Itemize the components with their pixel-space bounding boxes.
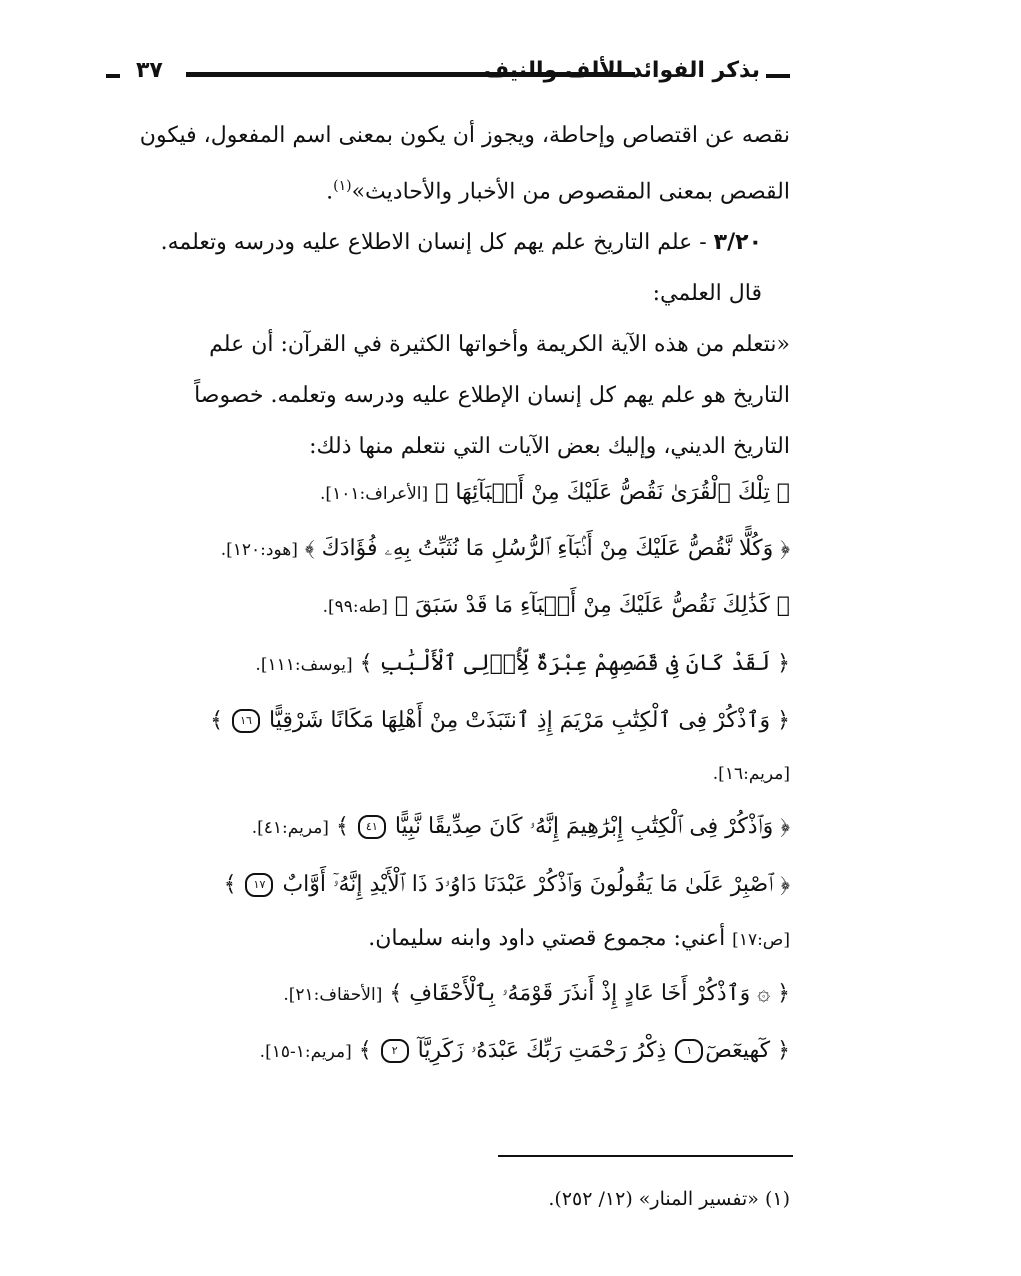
verse-reference: [الأعراف:١٠١]. — [320, 484, 429, 504]
footnote-reference[interactable]: (١) — [333, 178, 352, 194]
quote-line: التاريخ الديني، وإليك بعض الآيات التي نتعلم منها ذلك: — [309, 434, 790, 460]
verse-reference: [هود:١٢٠]. — [220, 540, 298, 560]
verse-line — [100, 749, 790, 797]
closing-bracket: ﴾ — [223, 872, 237, 897]
verse-list — [100, 465, 790, 1079]
verse-reference: [الأحقاف:٢١]. — [283, 985, 383, 1005]
verse-line — [100, 577, 790, 635]
quote-line: التاريخ هو علم يهم كل إنسان الإطلاع عليه ودرسه وتعلمه. خصوصاً — [194, 383, 790, 409]
verse-text: ﴿ وَكُلًّا نَّقُصُّ عَلَيْكَ مِنْ أَنۢبَآءِ ٱلرُّسُلِ مَا نُثَبِّتُ بِهِۦ فُؤَادَكَ ﴾ — [304, 536, 790, 561]
verse-reference: [ص:١٧] — [732, 930, 790, 950]
verse-text: ﴿ ٱصْبِرْ عَلَىٰ مَا يَقُولُونَ وَٱذْكُرْ عَبْدَنَا دَاوُۥدَ ذَا ٱلْأَيْدِ إِنَّهُۥٓ أَوَّابٌ — [282, 872, 790, 897]
paragraph-line: نقصه عن اقتصاص وإحاطة، ويجوز أن يكون بمعنى اسم المفعول، فيكون — [139, 123, 790, 148]
numbered-item — [100, 217, 790, 268]
commentary-text: أعني: مجموع قصتي داود وابنه سليمان. — [368, 926, 733, 951]
ayah-number-icon: ١٧ — [245, 873, 273, 897]
punctuation: . — [326, 179, 334, 205]
ayah-number-icon: ٤١ — [358, 815, 386, 839]
item-text: - علم التاريخ علم يهم كل إنسان الاطلاع عليه ودرسه وتعلمه. — [160, 230, 707, 256]
verse-reference: [طه:٩٩]. — [322, 597, 388, 617]
quote-line: «نتعلم من هذه الآية الكريمة وأخواتها الكثيرة في القرآن: أن علم — [209, 332, 790, 358]
footnote-separator — [498, 1155, 793, 1157]
verse-line — [100, 635, 790, 693]
ayah-number-icon: ١٦ — [232, 709, 260, 733]
verse-reference: [يوسف:١١١]. — [255, 655, 353, 675]
verse-text: ﴿ كَذَٰلِكَ نَقُصُّ عَلَيْكَ مِنْ أَنۢبَآءِ مَا قَدْ سَبَقَ ﴾ — [394, 593, 790, 618]
page-number: ٣٧ — [136, 58, 163, 83]
running-header — [100, 56, 790, 96]
closing-bracket: ﴾ — [358, 1038, 372, 1063]
paragraph-text: القصص بمعنى المقصوص من الأخبار والأحاديث» — [351, 179, 790, 205]
verse-line — [100, 797, 790, 857]
paragraph-line: قال العلمي: — [652, 281, 762, 307]
verse-reference: [مريم:١-١٥]. — [259, 1042, 352, 1062]
verse-text: ﴿ ۞ وَٱذْكُرْ أَخَا عَادٍ إِذْ أَنذَرَ قَوْمَهُۥ بِٱلْأَحْقَافِ ﴾ — [389, 981, 790, 1006]
main-text — [100, 110, 790, 472]
verse-text: ﴿ كٓهيعٓصٓ — [705, 1038, 790, 1063]
verse-text: ﴿ تِلْكَ ٱلْقُرَىٰ نَقُصُّ عَلَيْكَ مِنْ أَنۢبَآئِهَا ﴾ — [435, 480, 790, 505]
verse-line — [100, 1023, 790, 1079]
verse-line — [100, 965, 790, 1023]
verse-text: ذِكْرُ رَحْمَتِ رَبِّكَ عَبْدَهُۥ زَكَرِيَّآ — [417, 1038, 674, 1063]
verse-line — [100, 857, 790, 913]
verse-reference: [مريم:٤١]. — [251, 818, 329, 838]
footnote: (١) «تفسير المنار» (١٢/ ٢٥٢). — [548, 1188, 790, 1210]
header-dash-right — [766, 74, 790, 78]
verse-line — [100, 693, 790, 749]
verse-reference: [مريم:١٦]. — [712, 764, 790, 784]
ayah-number-icon: ٢ — [381, 1039, 409, 1063]
ayah-number-icon: ١ — [675, 1039, 703, 1063]
verse-text: ﴿ وَٱذْكُرْ فِى ٱلْكِتَٰبِ مَرْيَمَ إِذِ ٱنتَبَذَتْ مِنْ أَهْلِهَا مَكَانًا شَرْقِيًّا — [269, 708, 790, 733]
verse-line — [100, 520, 790, 577]
verse-text: ﴿ لَقَدْ كَانَ فِى قَصَصِهِمْ عِبْرَةٌ لِّأُو۟لِى ٱلْأَلْبَٰبِ ﴾ — [359, 651, 790, 676]
verse-line — [100, 913, 790, 965]
running-title: بذكر الفوائد الألف والنيف — [483, 58, 760, 83]
closing-bracket: ﴾ — [335, 814, 349, 839]
header-dash-left — [106, 74, 120, 78]
verse-line — [100, 465, 790, 520]
verse-text: ﴿ وَٱذْكُرْ فِى ٱلْكِتَٰبِ إِبْرَٰهِيمَ إِنَّهُۥ كَانَ صِدِّيقًا نَّبِيًّا — [394, 814, 790, 839]
paragraph-line — [100, 161, 790, 217]
item-number: ٣/٢٠ — [713, 230, 762, 256]
closing-bracket: ﴾ — [210, 708, 223, 733]
